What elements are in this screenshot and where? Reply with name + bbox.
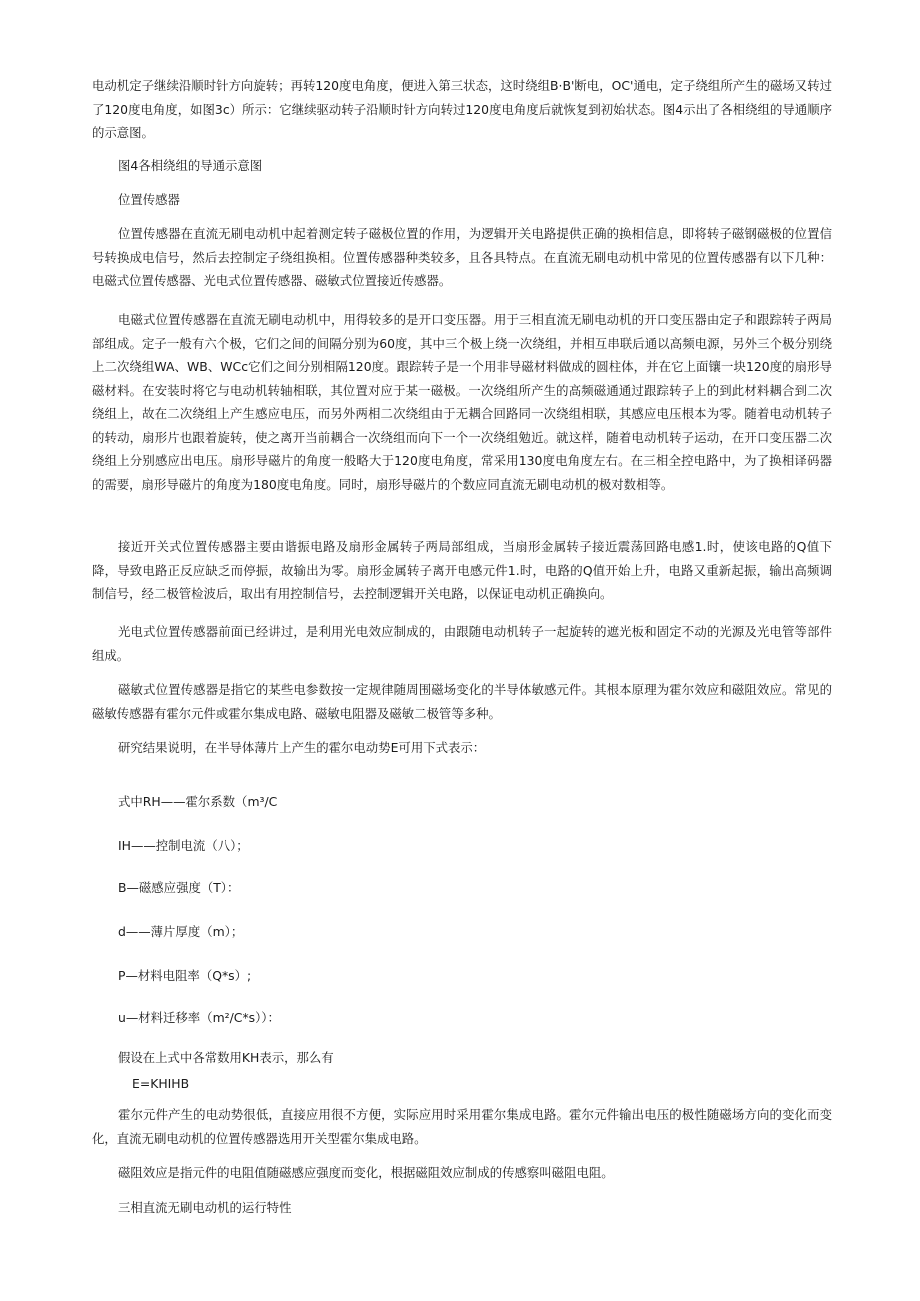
definition-b: B—磁感应强度（T）： [118, 880, 240, 895]
definition-d: d——薄片厚度（m）； [118, 924, 244, 939]
research-result-paragraph: 研究结果说明，在半导体薄片上产生的霍尔电动势E可用下式表示： [118, 740, 486, 755]
assumption-paragraph: 假设在上式中各常数用KH表示，那么有 [118, 1050, 334, 1065]
definition-rh: 式中RH——霍尔系数（m³/C [118, 794, 278, 809]
section-heading-operating-characteristics: 三相直流无刷电动机的运行特性 [118, 1200, 292, 1215]
hall-element-paragraph: 霍尔元件产生的电动势很低，直接应用很不方便，实际应用时采用霍尔集成电路。霍尔元件输出电压的极性随磁场方向的变化而变化，直流无刷电动机的位置传感器选用开关型霍尔集成电路。 [92, 1107, 832, 1146]
definition-ih: IH——控制电流（八）； [118, 838, 249, 853]
section-heading-position-sensor: 位置传感器 [118, 192, 180, 207]
definition-u: u—材料迁移率（m²/C*s））： [118, 1010, 280, 1025]
photoelectric-sensor-paragraph: 光电式位置传感器前面已经讲过，是利用光电效应制成的，由跟随电动机转子一起旋转的遮光板和固定不动的光源及光电管等部件组成。 [92, 624, 832, 663]
magnetic-sensor-paragraph: 磁敏式位置传感器是指它的某些电参数按一定规律随周围磁场变化的半导体敏感元件。其根本原理为霍尔效应和磁阻效应。常见的磁敏传感器有霍尔元件或霍尔集成电路、磁敏电阻器及磁敏二极管等多种。 [92, 682, 832, 721]
figure-4-caption: 图4各相绕组的导通示意图 [118, 158, 263, 173]
intro-paragraph: 电动机定子继续沿顺时针方向旋转；再转120度电角度，便进入第三状态，这时绕组B·B'断电，OC'通电，定子绕组所产生的磁场又转过了120度电角度，如图3c）所示：它继续驱动转子沿顺时针方向转过120度电角度后就恢复到初始状态。图4示出了各相绕组的导通顺序的示意图。 [92, 78, 832, 140]
electromagnetic-sensor-paragraph: 电磁式位置传感器在直流无刷电动机中，用得较多的是开口变压器。用于三相直流无刷电动机的开口变压器由定子和跟踪转子两局部组成。定子一般有六个极，它们之间的间隔分别为60度，其中三个极上绕一次绕组，并相互串联后通以高频电源，另外三个极分别绕上二次绕组WA、WB、WCc它们之间分别相隔120度。跟踪转子是一个用非导磁材料做成的圆柱体，并在它上面镶一块120度的扇形导磁材料。在安装时将它与电动机转轴相联，其位置对应于某一磁极。一次绕组所产生的高频磁通通过跟踪转子上的到此材料耦合到二次绕组上，故在二次绕组上产生感应电压，而另外两相二次绕组由于无耦合回路同一次绕组相联，其感应电压根本为零。随着电动机转子的转动，扇形片也跟着旋转，使之离开当前耦合一次绕组而向下一个一次绕组勉近。就这样，随着电动机转子运动，在开口变压器二次绕组上分别感应出电压。扇形导磁片的角度一般略大于120度电角度，常采用130度电角度左右。在三相全控电路中，为了换相译码器的需要，扇形导磁片的角度为180度电角度。同时，扇形导磁片的个数应同直流无刷电动机的极对数相等。 [92, 312, 832, 492]
proximity-switch-sensor-paragraph: 接近开关式位置传感器主要由谐振电路及扇形金属转子两局部组成，当扇形金属转子接近震荡回路电感1.时，使该电路的Q值下降，导致电路正反应缺乏而停振，故输出为零。扇形金属转子离开电感元件1.时，电路的Q值开始上升，电路又重新起振，输出高频调制信号，经二极管检波后，取出有用控制信号，去控制逻辑开关电路，以保证电动机正确换向。 [92, 539, 832, 601]
definition-p: P—材料电阻率（Q*s）; [118, 968, 252, 983]
magnetoresistance-paragraph: 磁阻效应是指元件的电阻值随磁感应强度而变化，根据磁阻效应制成的传感察叫磁阻电阻。 [118, 1165, 614, 1180]
position-sensor-paragraph: 位置传感器在直流无刷电动机中起着测定转子磁极位置的作用，为逻辑开关电路提供正确的换相信息，即将转子磁钢磁极的位置信号转换成电信号，然后去控制定子绕组换相。位置传感器种类较多，且各具特点。在直流无刷电动机中常见的位置传感器有以下几种：电磁式位置传感器、光电式位置传感器、磁敏式位置接近传感器。 [92, 226, 832, 288]
hall-emf-formula: E=KHIHB [132, 1076, 190, 1091]
